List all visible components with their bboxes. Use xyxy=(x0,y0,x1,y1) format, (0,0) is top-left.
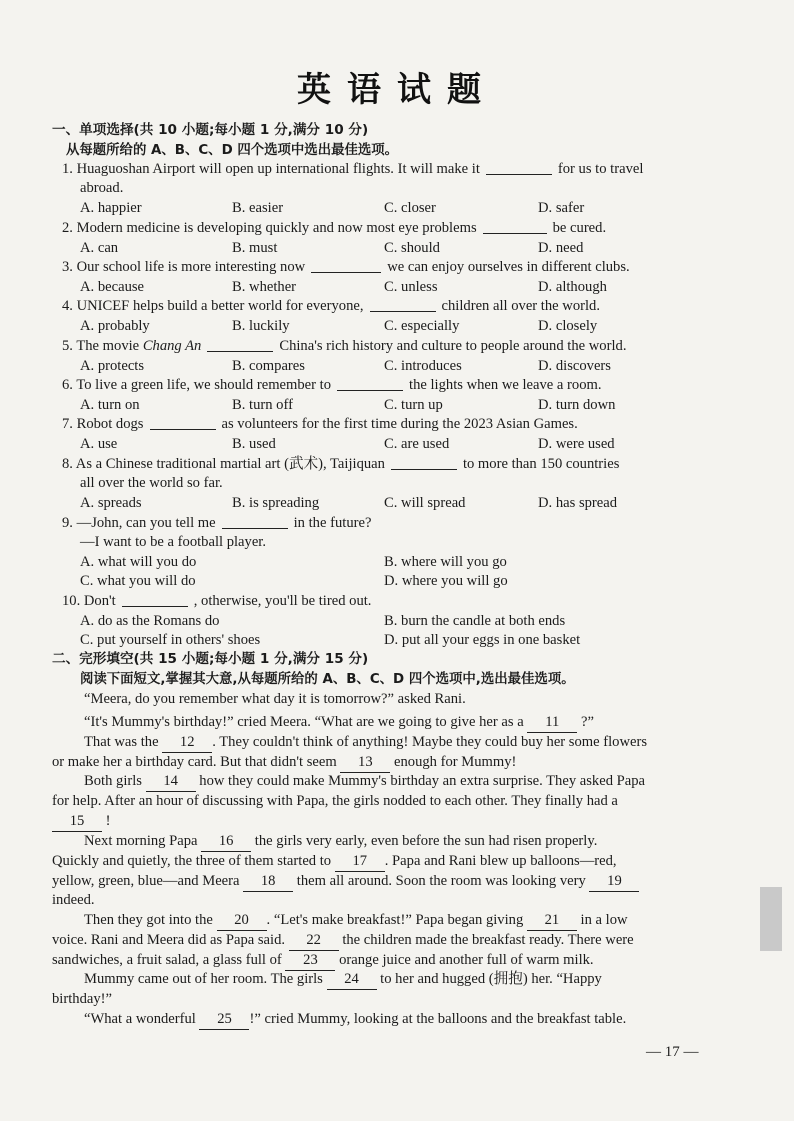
answer-blank xyxy=(337,376,403,391)
passage-line xyxy=(84,690,466,709)
passage-line xyxy=(52,872,639,892)
passage-text: them all around. Soon the room was looking very xyxy=(293,873,590,889)
passage-line xyxy=(84,1010,626,1030)
answer-option: A. can xyxy=(80,240,119,256)
passage-text: . “Let's make breakfast!” Papa began giving xyxy=(266,912,527,928)
answer-option: D. put all your eggs in one basket xyxy=(384,632,581,648)
question-text-continued: for us to travel xyxy=(557,161,644,177)
passage-line xyxy=(52,951,594,971)
answer-option: C. turn up xyxy=(384,397,443,413)
passage-text: voice. Rani and Meera did as Papa said. xyxy=(52,932,289,948)
question-text: 5. The movie xyxy=(62,338,140,354)
question-text-continued: the lights when we leave a room. xyxy=(409,377,602,393)
cloze-blank-number: 12 xyxy=(162,733,212,753)
passage-text: . Papa and Rani blew up balloons—red, xyxy=(384,853,617,869)
passage-text: Then they got into the xyxy=(84,912,217,928)
cloze-blank-number: 21 xyxy=(527,911,577,931)
answer-blank xyxy=(222,514,288,529)
answer-option: D. has spread xyxy=(538,495,618,511)
question-text: 1. Huaguoshan Airport will open up international flights. It will make it xyxy=(62,161,480,177)
section1-heading: 一、单项选择(共 10 小题;每小题 1 分,满分 10 分) xyxy=(52,122,369,138)
question-italic-text: Chang An xyxy=(142,338,202,354)
answer-option: D. safer xyxy=(538,200,585,216)
question-text-continued: , otherwise, you'll be tired out. xyxy=(193,593,372,609)
question-text-continued: children all over the world. xyxy=(441,298,600,314)
passage-line xyxy=(84,733,647,753)
passage-text: the children made the breakfast ready. There were xyxy=(338,932,634,948)
question-text-continued: as volunteers for the first time during the 2023 Asian Games. xyxy=(221,416,578,432)
answer-option: B. used xyxy=(232,436,276,452)
passage-text: orange juice and another full of warm milk. xyxy=(335,952,594,968)
question-stem xyxy=(62,160,643,179)
cloze-blank-number: 13 xyxy=(340,753,390,773)
passage-line xyxy=(84,911,628,931)
question-text-continued: we can enjoy ourselves in different clubs. xyxy=(387,259,630,275)
passage-text: the girls very early, even before the sun had risen properly. xyxy=(251,833,598,849)
question-text-continued: in the future? xyxy=(293,515,372,531)
passage-line xyxy=(84,713,594,733)
question-stem xyxy=(62,455,619,474)
passage-text: ?” xyxy=(577,714,594,730)
answer-option: C. are used xyxy=(384,436,450,452)
answer-option: C. what you will do xyxy=(80,573,196,589)
passage-line xyxy=(52,891,95,910)
passage-line xyxy=(52,852,617,872)
passage-line xyxy=(52,990,112,1009)
question-text-continued: be cured. xyxy=(552,220,607,236)
answer-option: A. what will you do xyxy=(80,554,197,570)
passage-text: . They couldn't think of anything! Maybe they could buy her some flowers xyxy=(212,734,648,750)
answer-option: A. spreads xyxy=(80,495,142,511)
answer-blank xyxy=(486,160,552,175)
passage-line xyxy=(52,931,634,951)
answer-option: D. discovers xyxy=(538,358,611,374)
answer-option: C. unless xyxy=(384,279,438,295)
passage-text: ! xyxy=(102,813,111,829)
passage-text: in a low xyxy=(576,912,628,928)
passage-line xyxy=(84,772,645,792)
answer-option: C. will spread xyxy=(384,495,466,511)
answer-option: D. need xyxy=(538,240,584,256)
passage-text: Both girls xyxy=(84,773,146,789)
answer-option: B. whether xyxy=(232,279,297,295)
passage-text: how they could make Mummy's birthday an extra surprise. They asked Papa xyxy=(195,773,646,789)
question-text-continued: China's rich history and culture to people around the world. xyxy=(279,338,627,354)
question-text-line2: abroad. xyxy=(80,180,124,196)
page-number: — 17 — xyxy=(646,1044,699,1060)
passage-line xyxy=(52,812,111,832)
cloze-blank-number: 25 xyxy=(199,1010,249,1030)
cloze-blank-number: 17 xyxy=(335,852,385,872)
answer-option: A. turn on xyxy=(80,397,140,413)
answer-option: C. should xyxy=(384,240,440,256)
answer-option: A. use xyxy=(80,436,118,452)
question-stem xyxy=(62,415,578,434)
answer-option: B. compares xyxy=(232,358,305,374)
passage-text: sandwiches, a fruit salad, a glass full of xyxy=(52,952,286,968)
question-text: 3. Our school life is more interesting now xyxy=(62,259,306,275)
passage-text: Mummy came out of her room. The girls xyxy=(84,971,327,987)
question-text: 7. Robot dogs xyxy=(62,416,144,432)
passage-text: to her and hugged (拥抱) her. “Happy xyxy=(376,971,602,987)
passage-line xyxy=(84,832,597,852)
question-text-line2: —I want to be a football player. xyxy=(80,534,267,550)
passage-text: indeed. xyxy=(52,892,95,908)
answer-option: C. closer xyxy=(384,200,436,216)
question-text-continued: to more than 150 countries xyxy=(462,456,620,472)
question-text: 9. —John, can you tell me xyxy=(62,515,216,531)
answer-option: B. is spreading xyxy=(232,495,320,511)
answer-option: B. must xyxy=(232,240,278,256)
cloze-blank-number: 20 xyxy=(217,911,267,931)
question-stem xyxy=(62,592,371,611)
page-side-tab xyxy=(760,887,782,951)
cloze-blank-number: 14 xyxy=(146,772,196,792)
answer-blank xyxy=(122,592,188,607)
passage-text: Next morning Papa xyxy=(84,833,202,849)
cloze-blank-number: 23 xyxy=(285,951,335,971)
question-stem xyxy=(62,514,371,533)
question-text: 10. Don't xyxy=(62,593,116,609)
passage-text: Quickly and quietly, the three of them started to xyxy=(52,853,335,869)
answer-blank xyxy=(370,297,436,312)
cloze-blank-number: 24 xyxy=(327,970,377,990)
passage-text: birthday!” xyxy=(52,991,112,1007)
question-stem xyxy=(62,376,602,395)
passage-text: That was the xyxy=(84,734,163,750)
cloze-blank-number: 11 xyxy=(527,713,577,733)
cloze-blank-number: 18 xyxy=(243,872,293,892)
answer-option: B. easier xyxy=(232,200,284,216)
answer-option: C. especially xyxy=(384,318,460,334)
question-text: 4. UNICEF helps build a better world for everyone, xyxy=(62,298,364,314)
answer-option: B. luckily xyxy=(232,318,290,334)
answer-blank xyxy=(391,455,457,470)
passage-text: or make her a birthday card. But that didn't seem xyxy=(52,754,341,770)
answer-option: D. where you will go xyxy=(384,573,508,589)
cloze-blank-number: 16 xyxy=(201,832,251,852)
answer-option: A. probably xyxy=(80,318,150,334)
question-text: 8. As a Chinese traditional martial art (武术), Taijiquan xyxy=(62,456,385,472)
passage-text: yellow, green, blue—and Meera xyxy=(52,873,244,889)
passage-line xyxy=(52,753,516,773)
passage-text: “It's Mummy's birthday!” cried Meera. “What are we going to give her as a xyxy=(84,714,528,730)
question-text-line2: all over the world so far. xyxy=(80,475,223,491)
cloze-blank-number: 15 xyxy=(52,812,102,832)
section2-heading: 二、完形填空(共 15 小题;每小题 1 分,满分 15 分) xyxy=(52,651,369,667)
passage-line xyxy=(84,970,602,990)
answer-option: A. protects xyxy=(80,358,145,374)
answer-option: C. put yourself in others' shoes xyxy=(80,632,261,648)
answer-option: A. do as the Romans do xyxy=(80,613,220,629)
answer-blank xyxy=(483,219,547,234)
answer-blank xyxy=(207,337,273,352)
passage-text: enough for Mummy! xyxy=(390,754,517,770)
cloze-blank-number: 19 xyxy=(589,872,639,892)
answer-option: A. happier xyxy=(80,200,142,216)
question-text: 2. Modern medicine is developing quickly and now most eye problems xyxy=(62,220,477,236)
passage-text: !” cried Mummy, looking at the balloons and the breakfast table. xyxy=(249,1011,627,1027)
answer-blank xyxy=(311,258,381,273)
section2-instruction: 阅读下面短文,掌握其大意,从每题所给的 A、B、C、D 四个选项中,选出最佳选项。 xyxy=(80,672,575,687)
question-stem xyxy=(62,219,606,238)
question-text: 6. To live a green life, we should remember to xyxy=(62,377,332,393)
answer-option: C. introduces xyxy=(384,358,462,374)
answer-option: D. although xyxy=(538,279,607,295)
page-title: 英语试题 xyxy=(297,70,497,110)
question-stem xyxy=(62,258,630,277)
section1-instruction: 从每题所给的 A、B、C、D 四个选项中选出最佳选项。 xyxy=(66,143,399,158)
answer-option: D. turn down xyxy=(538,397,616,413)
passage-line xyxy=(52,792,618,811)
passage-text: “What a wonderful xyxy=(84,1011,200,1027)
answer-option: A. because xyxy=(80,279,145,295)
question-stem xyxy=(62,337,626,356)
answer-option: B. where will you go xyxy=(384,554,507,570)
answer-blank xyxy=(150,415,216,430)
answer-option: D. were used xyxy=(538,436,615,452)
question-stem xyxy=(62,297,600,316)
cloze-blank-number: 22 xyxy=(289,931,339,951)
answer-option: D. closely xyxy=(538,318,598,334)
answer-option: B. turn off xyxy=(232,397,293,413)
passage-text: “Meera, do you remember what day it is tomorrow?” asked Rani. xyxy=(84,691,466,707)
passage-text: for help. After an hour of discussing with Papa, the girls nodded to each other. They finally had a xyxy=(52,793,618,809)
answer-option: B. burn the candle at both ends xyxy=(384,613,566,629)
